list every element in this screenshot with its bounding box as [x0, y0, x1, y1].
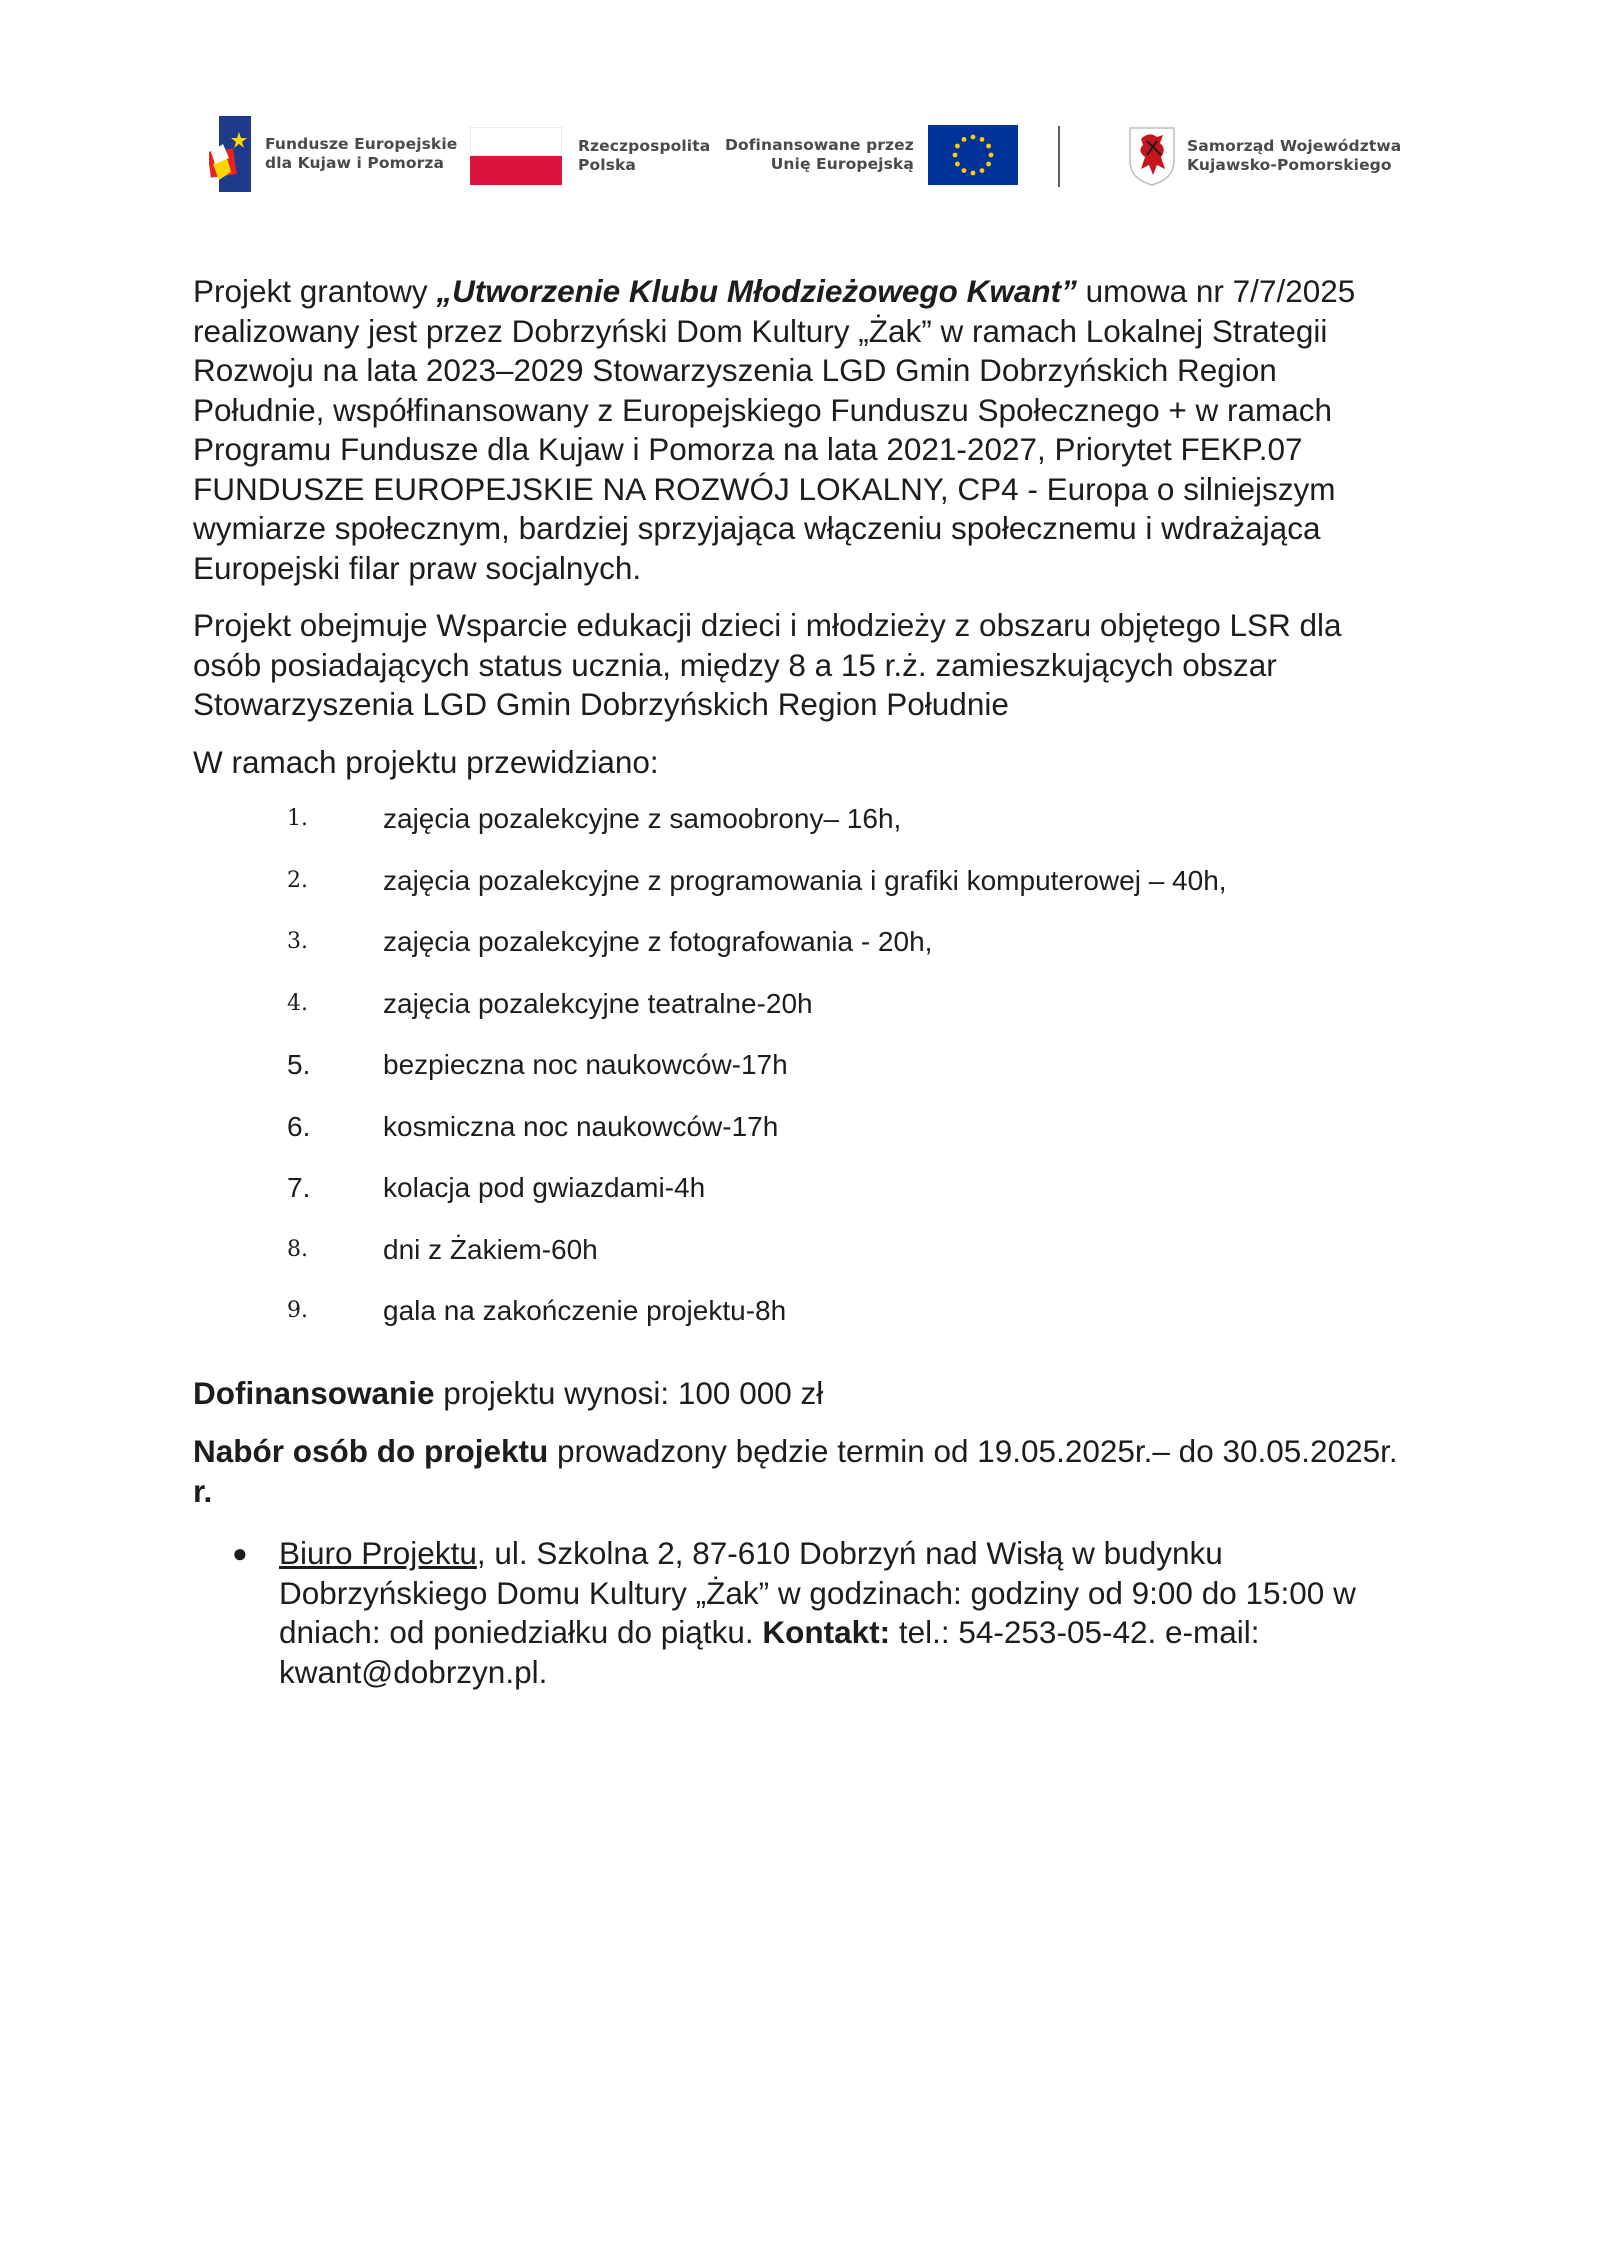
list-item: 1. zajęcia pozalekcyjne z samoobrony– 16h, [287, 803, 902, 834]
project-office-link[interactable]: Biuro Projektu [279, 1535, 477, 1571]
list-item: 8. dni z Żakiem-60h [287, 1233, 598, 1265]
logo-fundusze-europejskie [209, 114, 457, 194]
scope-paragraph: Projekt obejmuje Wsparcie edukacji dzieci i młodzieży z obszaru objętego LSR dla osób posiadających status ucznia, między 8 a 15 r.ż. zamieszkujących obszar Stowarzyszenia LGD Gmin Dobrzyńskich Region Południe [193, 607, 1342, 722]
list-item: 5. bezpieczna noc naukowców-17h [287, 1049, 788, 1080]
fundusze-europejskie-label: Fundusze Europejskie dla Kujaw i Pomorza [265, 135, 458, 172]
activities-list [193, 802, 1413, 1356]
list-item: 9. gala na zakończenie projektu-8h [287, 1295, 787, 1326]
office-paragraph: Biuro Projektu, ul. Szkolna 2, 87-610 Dobrzyń nad Wisłą w budynku Dobrzyńskiego Domu Kultury „Żak” w godzinach: godziny od 9:00 do 15:00 w dniach: od poniedziałku do piątku. Kontakt: tel.: 54-253-05-42. e-mail: kwant@dobrzyn.pl. [279, 1535, 1356, 1690]
list-item: 4. zajęcia pozalekcyjne teatralne-20h [287, 987, 813, 1019]
list-item: 7. kolacja pod gwiazdami-4h [287, 1172, 706, 1203]
project-title: „Utworzenie Klubu Młodzieżowego Kwant” [436, 273, 1077, 309]
logo-unia-europejska [725, 125, 1018, 185]
polish-flag-icon [470, 127, 562, 185]
office-bullet [193, 1534, 1413, 1692]
list-item: 2. zajęcia pozalekcyjne z programowania i grafiki komputerowej – 40h, [287, 864, 1227, 896]
list-heading: W ramach projektu przewidziano: [193, 743, 659, 780]
funding-paragraph: Dofinansowanie projektu wynosi: 100 000 zł [193, 1374, 824, 1411]
rzeczpospolita-polska-label: Rzeczpospolita Polska [578, 137, 711, 174]
list-item: 3. zajęcia pozalekcyjne z fotografowania - 20h, [287, 926, 933, 957]
bullet-icon: ● [232, 1538, 248, 1568]
logo-bar [0, 0, 1600, 200]
eu-flag-icon [928, 125, 1018, 185]
samorzad-wojewodztwa-label: Samorząd Województwa Kujawsko-Pomorskiego [1187, 137, 1402, 174]
logo-divider [1058, 126, 1060, 187]
fundusze-europejskie-emblem [209, 114, 255, 194]
intro-paragraph: Projekt grantowy „Utworzenie Klubu Młodzieżowego Kwant” umowa nr 7/7/2025 realizowany jest przez Dobrzyński Dom Kultury „Żak” w ramach Lokalnej Strategii Rozwoju na lata 2023–2029 Stowarzyszenia LGD Gmin Dobrzyńskich Region Południe, współfinansowany z Europejskiego Funduszu Społecznego + w ramach Programu Fundusze dla Kujaw i Pomorza na lata 2021-2027, Priorytet FEKP.07 FUNDUSZE EUROPEJSKIE NA ROZWÓJ LOKALNY, CP4 - Europa o silniejszym wymiarze społecznym, bardziej sprzyjająca włączeniu społecznemu i wdrażająca Europejski filar praw socjalnych. [193, 273, 1356, 586]
logo-rzeczpospolita-polska [470, 127, 710, 185]
logo-samorzad-wojewodztwa [1127, 125, 1401, 187]
kujawsko-pomorskie-coat-of-arms-icon [1127, 125, 1177, 187]
recruitment-paragraph: Nabór osób do projektu prowadzony będzie termin od 19.05.2025r.– do 30.05.2025r. r. [193, 1433, 1398, 1509]
document-body [193, 272, 1413, 1692]
list-item: 6. kosmiczna noc naukowców-17h [287, 1110, 779, 1142]
unia-europejska-label: Dofinansowane przez Unię Europejską [725, 136, 914, 173]
